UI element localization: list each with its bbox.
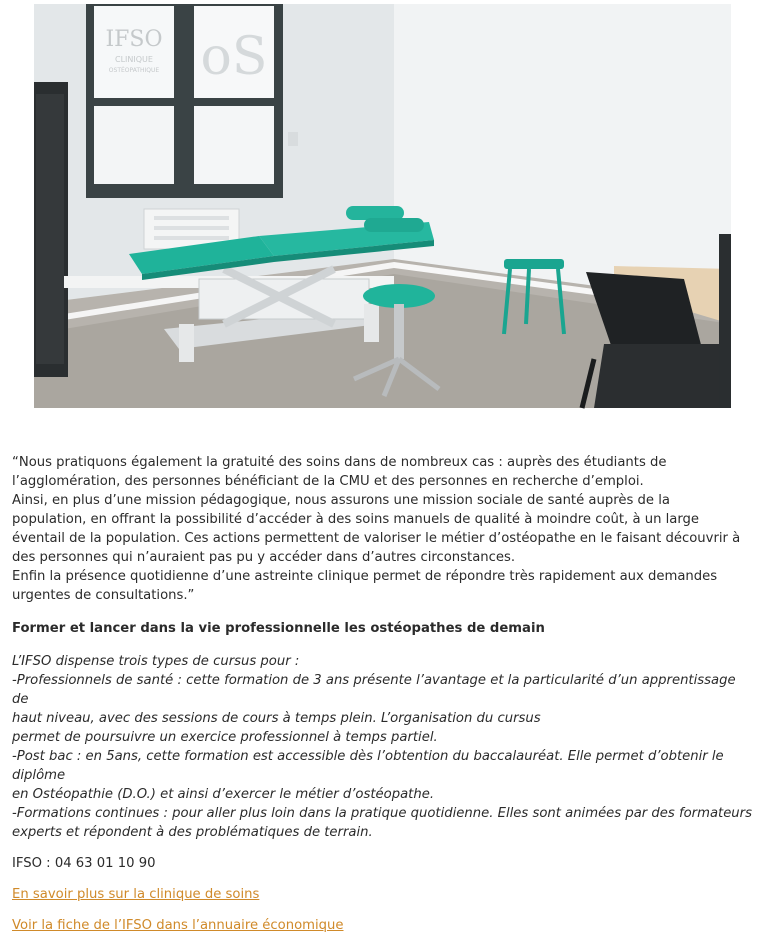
clinic-room-illustration — [34, 4, 731, 408]
quote-line: “Nous pratiquons également la gratuité des soins dans de nombreux cas : auprès des étudiants de — [12, 455, 667, 470]
window-logo-sub: CLINIQUE — [115, 55, 153, 64]
cursus-line: permet de poursuivre un exercice professionnel à temps partiel. — [12, 730, 438, 745]
window-logo-mark: oS — [200, 27, 268, 87]
cursus-line: -Formations continues : pour aller plus loin dans la pratique quotidienne. Elles sont animées par des formateurs — [12, 806, 752, 821]
window-logo-sub2: OSTÉOPATHIQUE — [108, 67, 160, 74]
quote-line: Ainsi, en plus d’une mission pédagogique, nous assurons une mission sociale de santé auprès de la — [12, 493, 670, 508]
cursus-block — [12, 652, 756, 842]
cursus-line: -Post bac : en 5ans, cette formation est accessible dès l’obtention du baccalauréat. Elle permet d’obtenir le diplôme — [12, 749, 724, 783]
cursus-line: -Professionnels de santé : cette formation de 3 ans présente l’avantage et la particularité d’un apprentissage de — [12, 673, 736, 707]
quote-line: urgentes de consultations.” — [12, 588, 195, 603]
directory-link[interactable]: Voir la fiche de l’IFSO dans l’annuaire économique — [12, 918, 344, 933]
quote-line: éventail de la population. Ces actions permettent de valoriser le métier d’ostéopathe en le faisant découvrir à — [12, 531, 741, 546]
cursus-line: L’IFSO dispense trois types de cursus pour : — [12, 654, 300, 669]
window-logo-text: IFSO — [105, 27, 163, 52]
clinic-room-photo — [34, 4, 731, 408]
section-heading: Former et lancer dans la vie professionnelle les ostéopathes de demain — [12, 621, 545, 636]
article-body — [12, 453, 756, 935]
quote-line: Enfin la présence quotidienne d’une astreinte clinique permet de répondre très rapidement aux demandes — [12, 569, 718, 584]
quote-line: des personnes qui n’auraient pas pu y accéder dans d’autres circonstances. — [12, 550, 516, 565]
cursus-line: en Ostéopathie (D.O.) et ainsi d’exercer le métier d’ostéopathe. — [12, 787, 435, 802]
clinic-link[interactable]: En savoir plus sur la clinique de soins — [12, 887, 260, 902]
quote-block — [12, 453, 756, 605]
cursus-line: haut niveau, avec des sessions de cours à temps plein. L’organisation du cursus — [12, 711, 541, 726]
phone-number: IFSO : 04 63 01 10 90 — [12, 856, 156, 871]
quote-line: population, en offrant la possibilité d’accéder à des soins manuels de qualité à moindre coût, à un large — [12, 512, 700, 527]
cursus-line: experts et répondent à des problématiques de terrain. — [12, 825, 373, 840]
quote-line: l’agglomération, des personnes bénéficiant de la CMU et des personnes en recherche d’emploi. — [12, 474, 644, 489]
